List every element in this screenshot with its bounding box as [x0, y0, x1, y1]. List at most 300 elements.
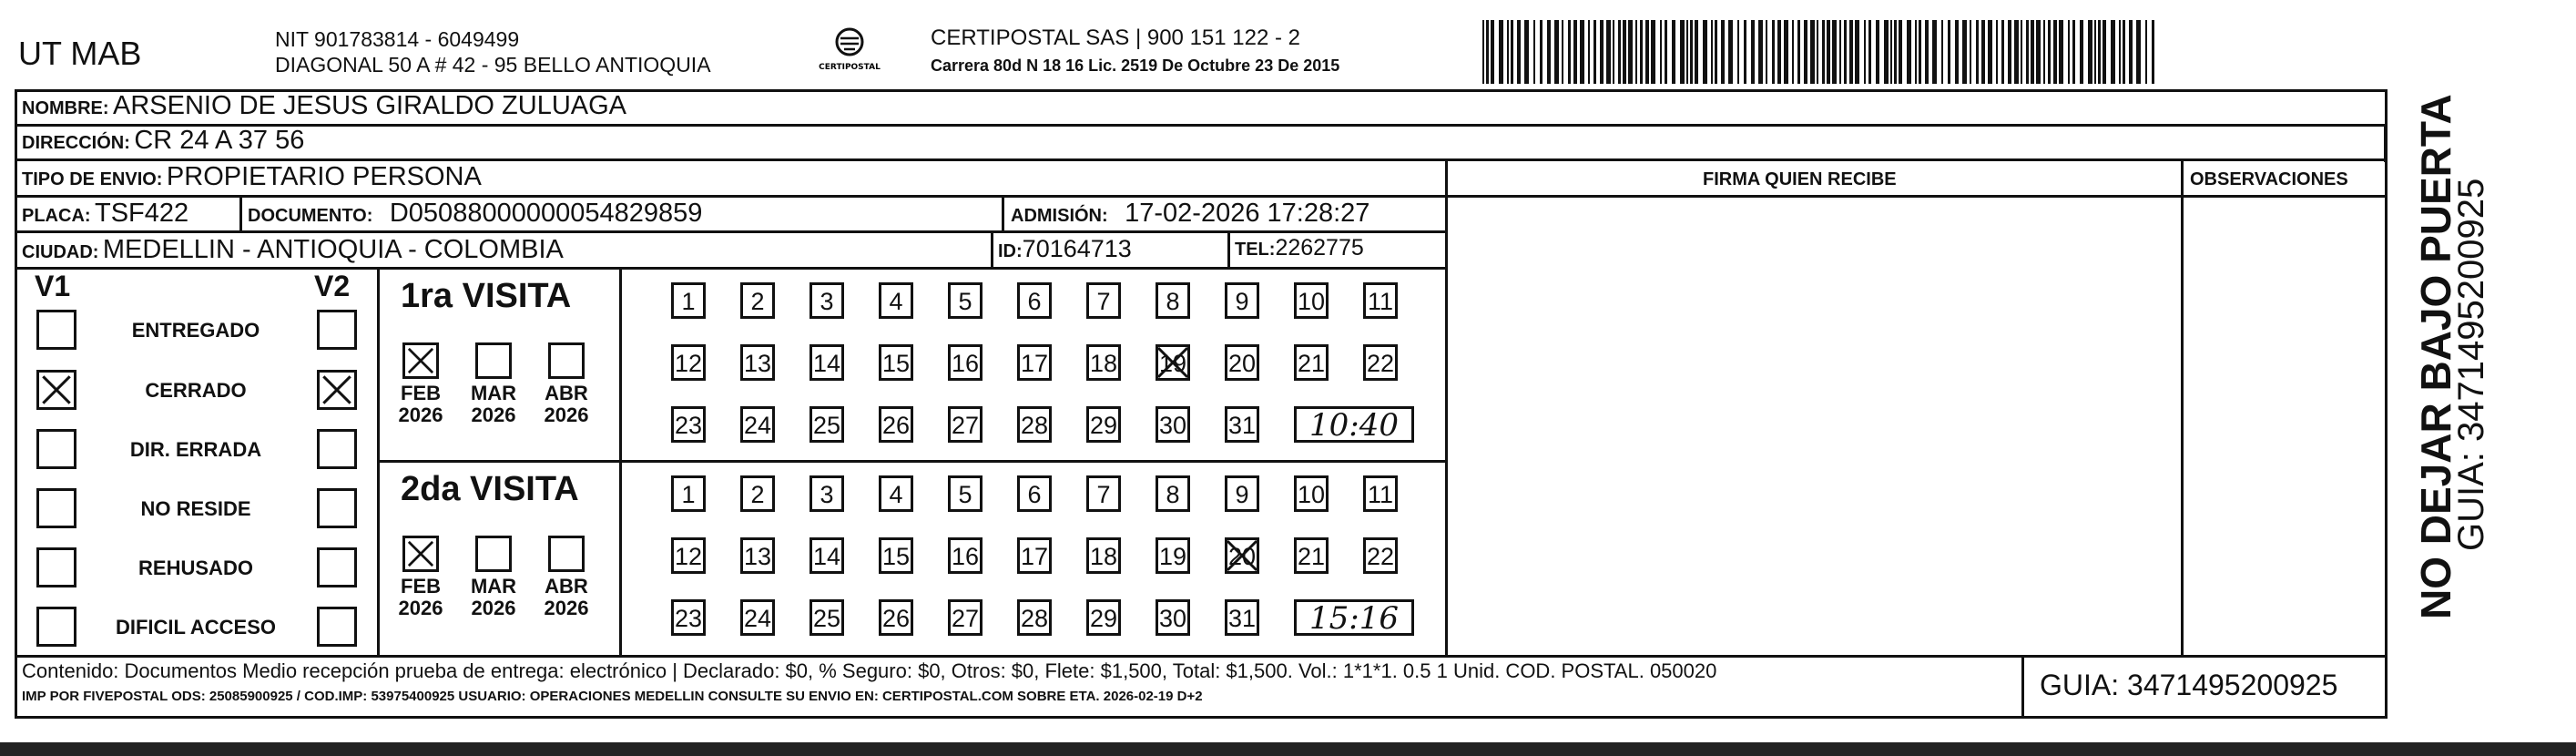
day-number: 8 [1166, 288, 1180, 315]
barcode-bar [2026, 20, 2029, 84]
barcode-bar [1711, 20, 1713, 84]
courier-logo [813, 26, 886, 77]
admision-label: ADMISIÓN: [1011, 206, 1108, 226]
day-box[interactable] [1225, 537, 1259, 574]
day-number: 12 [674, 350, 703, 377]
status-v2-checkbox[interactable] [317, 310, 357, 350]
status-v1-checkbox[interactable] [36, 429, 76, 469]
barcode-bar [1703, 20, 1707, 84]
day-box[interactable] [809, 344, 844, 381]
barcode [1482, 20, 2156, 84]
day-box[interactable] [809, 599, 844, 636]
placa-row [22, 199, 188, 229]
day-number: 16 [951, 350, 980, 377]
footer-guia: GUIA: 3471495200925 [2040, 669, 2338, 701]
day-number: 24 [743, 412, 772, 439]
day-box[interactable] [809, 475, 844, 512]
day-number: 24 [743, 605, 772, 632]
day-number: 21 [1297, 543, 1326, 570]
day-number: 26 [881, 412, 911, 439]
day-box[interactable] [1086, 406, 1121, 443]
day-number: 19 [1158, 350, 1187, 377]
barcode-bar [1948, 20, 1950, 84]
barcode-bar [1832, 20, 1837, 84]
status-v2-checkbox[interactable] [317, 607, 357, 647]
company-name: UT MAB [18, 35, 142, 72]
day-box[interactable] [1225, 344, 1259, 381]
day-cross-mark [1156, 344, 1190, 381]
placa-value: TSF422 [95, 199, 189, 228]
status-v1-checkbox[interactable] [36, 370, 76, 410]
observaciones-area[interactable] [2184, 198, 2386, 658]
day-number: 14 [812, 350, 841, 377]
barcode-bar [1988, 20, 1992, 84]
visit-title: 2da VISITA [401, 470, 579, 508]
barcode-bar [1588, 20, 1590, 84]
barcode-bar [1547, 20, 1551, 84]
day-box[interactable] [879, 537, 913, 574]
barcode-bar [1751, 20, 1755, 84]
day-box[interactable] [671, 282, 706, 319]
barcode-bar [1855, 20, 1859, 84]
day-number: 29 [1089, 412, 1118, 439]
direccion-value: CR 24 A 37 56 [134, 126, 305, 155]
barcode-bar [1600, 20, 1604, 84]
month-year: 2026 [398, 597, 443, 619]
barcode-bar [1507, 20, 1509, 84]
day-box[interactable] [879, 282, 913, 319]
barcode-bar [1876, 20, 1879, 84]
barcode-bar [1695, 20, 1698, 84]
documento-row [248, 199, 702, 229]
barcode-bar [1890, 20, 1892, 84]
day-box[interactable] [1156, 406, 1190, 443]
month-checkbox[interactable] [475, 342, 512, 379]
barcode-bar [1844, 20, 1847, 84]
day-box[interactable] [879, 475, 913, 512]
day-number: 27 [951, 605, 980, 632]
day-number: 21 [1297, 350, 1326, 377]
firma-area[interactable] [1448, 198, 2181, 658]
barcode-bar [2136, 20, 2141, 84]
day-number: 28 [1020, 605, 1049, 632]
day-box[interactable] [671, 406, 706, 443]
day-number: 29 [1089, 605, 1118, 632]
direccion-label: DIRECCIÓN: [22, 133, 130, 153]
day-box[interactable] [948, 344, 983, 381]
barcode-bar [1981, 20, 1985, 84]
day-number: 23 [674, 605, 703, 632]
barcode-bar [2080, 20, 2083, 84]
day-box[interactable] [740, 599, 775, 636]
barcode-bar [2021, 20, 2022, 84]
day-box[interactable] [948, 537, 983, 574]
day-box[interactable] [1156, 537, 1190, 574]
day-box[interactable] [1017, 599, 1052, 636]
barcode-bar [2014, 20, 2019, 84]
day-box[interactable] [1156, 599, 1190, 636]
barcode-bar [1849, 20, 1853, 84]
barcode-bar [1925, 20, 1929, 84]
day-box[interactable] [1017, 344, 1052, 381]
footer-contenido: Contenido: Documentos Medio recepción prueba de entrega: electrónico | Declarado: $0, % Seguro: $0, Otros: $0, Flete: $1,500, Total: $1,500. Vol.: 1*1*1. 0.5 1 Unid. COD. POSTAL. 050020 [22, 659, 1717, 682]
barcode-bar [2088, 20, 2092, 84]
day-box[interactable] [1363, 282, 1398, 319]
month-year: 2026 [471, 404, 516, 426]
barcode-bar [1941, 20, 1943, 84]
barcode-bar [1573, 20, 1577, 84]
barcode-bar [1580, 20, 1584, 84]
barcode-bar [1996, 20, 1998, 84]
visit-time[interactable]: 10:40 [1294, 406, 1414, 443]
day-box[interactable] [1086, 344, 1121, 381]
day-number: 22 [1366, 543, 1395, 570]
month-year: 2026 [544, 404, 589, 426]
month-label [466, 383, 521, 426]
day-box[interactable] [1156, 282, 1190, 319]
day-box[interactable] [1225, 282, 1259, 319]
status-option-label: NO RESIDE [140, 497, 251, 520]
day-box[interactable] [1017, 406, 1052, 443]
barcode-bar [1804, 20, 1807, 84]
placa-label: PLACA: [22, 206, 91, 226]
barcode-bar [2094, 20, 2096, 84]
barcode-bar [1606, 20, 1611, 84]
barcode-bar [1715, 20, 1717, 84]
day-number: 7 [1096, 481, 1111, 508]
day-number: 18 [1089, 543, 1118, 570]
day-number: 9 [1235, 288, 1249, 315]
day-box[interactable] [1363, 344, 1398, 381]
v2-label: V2 [314, 270, 351, 302]
barcode-bar [2119, 20, 2121, 84]
barcode-bar [1962, 20, 1967, 84]
barcode-bar [1758, 20, 1763, 84]
day-box[interactable] [1156, 344, 1190, 381]
day-box[interactable] [948, 599, 983, 636]
day-box[interactable] [740, 406, 775, 443]
month-name: FEB [401, 575, 441, 598]
id-value: 70164713 [1022, 235, 1132, 262]
day-box[interactable] [1225, 475, 1259, 512]
barcode-bar [1772, 20, 1775, 84]
day-number: 4 [889, 481, 903, 508]
day-number: 9 [1235, 481, 1249, 508]
month-checkbox[interactable] [402, 342, 439, 379]
day-box[interactable] [809, 282, 844, 319]
day-number: 25 [812, 605, 841, 632]
barcode-bar [2145, 20, 2147, 84]
barcode-bar [1635, 20, 1637, 84]
day-number: 17 [1020, 543, 1049, 570]
month-label [539, 383, 594, 426]
day-box[interactable] [1363, 537, 1398, 574]
barcode-bar [2123, 20, 2125, 84]
barcode-bar [1482, 20, 1484, 84]
barcode-bar [2111, 20, 2115, 84]
barcode-bar [2031, 20, 2034, 84]
footer-imp: IMP POR FIVEPOSTAL ODS: 25085900925 / COD.IMP: 53975400925 USUARIO: OPERACIONES MEDELLIN CONSULTE SU ENVIO EN: CERTIPOSTAL.COM SOBRE ETA. 2026-02-19 D+2 [22, 689, 1203, 704]
barcode-bar [1737, 20, 1739, 84]
barcode-bar [2036, 20, 2041, 84]
day-box[interactable] [879, 406, 913, 443]
barcode-bar [1817, 20, 1818, 84]
day-box[interactable] [879, 344, 913, 381]
barcode-bar [1976, 20, 1979, 84]
day-number: 23 [674, 412, 703, 439]
barcode-bar [1613, 20, 1614, 84]
status-option-label: CERRADO [145, 379, 247, 402]
day-box[interactable] [1294, 537, 1329, 574]
barcode-bar [1822, 20, 1825, 84]
barcode-bar [2098, 20, 2101, 84]
barcode-bar [1777, 20, 1781, 84]
tel-row [1235, 235, 1364, 261]
month-year: 2026 [398, 404, 443, 426]
day-box[interactable] [671, 475, 706, 512]
day-box[interactable] [740, 282, 775, 319]
month-year: 2026 [544, 597, 589, 619]
status-v2-checkbox[interactable] [317, 370, 357, 410]
ciudad-value: MEDELLIN - ANTIOQUIA - COLOMBIA [102, 235, 564, 264]
barcode-bar [1797, 20, 1800, 84]
status-option-label: DIR. ERRADA [129, 438, 262, 461]
side-warning: NO DEJAR BAJO PUERTA [2412, 94, 2459, 619]
barcode-bar [1665, 20, 1667, 84]
barcode-bar [1499, 20, 1503, 84]
tipo-value: PROPIETARIO PERSONA [166, 162, 482, 191]
barcode-bar [1899, 20, 1902, 84]
barcode-bar [2053, 20, 2057, 84]
barcode-bar [1907, 20, 1911, 84]
barcode-bar [2059, 20, 2063, 84]
day-number: 22 [1366, 350, 1395, 377]
ciudad-row [22, 235, 564, 265]
tipo-row [22, 162, 482, 192]
status-v2-checkbox[interactable] [317, 488, 357, 528]
barcode-bar [2008, 20, 2011, 84]
barcode-bar [2129, 20, 2133, 84]
barcode-bar [2152, 20, 2154, 84]
direccion-row [22, 126, 304, 156]
day-box[interactable] [1225, 406, 1259, 443]
barcode-bar [1728, 20, 1733, 84]
barcode-bar [1868, 20, 1871, 84]
day-box[interactable] [740, 344, 775, 381]
month-label [466, 576, 521, 619]
barcode-bar [1680, 20, 1685, 84]
visit-title: 1ra VISITA [401, 277, 572, 315]
barcode-bar [2068, 20, 2070, 84]
barcode-bar [1690, 20, 1693, 84]
day-number: 10 [1297, 288, 1326, 315]
day-box[interactable] [671, 537, 706, 574]
day-box[interactable] [948, 475, 983, 512]
barcode-bar [1640, 20, 1643, 84]
month-name: MAR [470, 382, 517, 404]
barcode-bar [1540, 20, 1543, 84]
day-box[interactable] [1294, 282, 1329, 319]
barcode-bar [1919, 20, 1921, 84]
status-v2-checkbox[interactable] [317, 547, 357, 587]
month-checkbox[interactable] [402, 536, 439, 572]
day-number: 5 [958, 288, 972, 315]
day-number: 4 [889, 288, 903, 315]
day-box[interactable] [671, 599, 706, 636]
day-number: 20 [1227, 350, 1257, 377]
status-v1-checkbox[interactable] [36, 547, 76, 587]
day-number: 28 [1020, 412, 1049, 439]
day-number: 3 [820, 481, 834, 508]
day-number: 31 [1227, 412, 1257, 439]
barcode-bar [1511, 20, 1513, 84]
day-number: 12 [674, 543, 703, 570]
barcode-bar [1686, 20, 1688, 84]
admision-row [1011, 199, 1369, 229]
barcode-bar [1618, 20, 1621, 84]
month-label [539, 576, 594, 619]
day-number: 14 [812, 543, 841, 570]
day-number: 15 [881, 543, 911, 570]
month-name: ABR [545, 382, 588, 404]
month-checkbox[interactable] [548, 342, 585, 379]
day-number: 30 [1158, 412, 1187, 439]
day-box[interactable] [1086, 599, 1121, 636]
day-box[interactable] [1086, 282, 1121, 319]
day-box[interactable] [809, 537, 844, 574]
barcode-bar [1486, 20, 1489, 84]
day-box[interactable] [740, 537, 775, 574]
barcode-bar [2001, 20, 2004, 84]
barcode-bar [1524, 20, 1529, 84]
day-box[interactable] [809, 406, 844, 443]
barcode-bar [2043, 20, 2045, 84]
nombre-row [22, 91, 626, 121]
day-number: 5 [958, 481, 972, 508]
day-box[interactable] [671, 344, 706, 381]
barcode-bar [2072, 20, 2075, 84]
day-box[interactable] [879, 599, 913, 636]
barcode-bar [1623, 20, 1626, 84]
barcode-bar [1660, 20, 1662, 84]
documento-value: D05088000000054829859 [389, 199, 703, 228]
day-box[interactable] [1086, 475, 1121, 512]
status-v1-checkbox[interactable] [36, 488, 76, 528]
day-number: 6 [1027, 481, 1042, 508]
barcode-bar [1884, 20, 1889, 84]
day-box[interactable] [1294, 475, 1329, 512]
day-number: 26 [881, 605, 911, 632]
barcode-bar [1955, 20, 1959, 84]
month-name: MAR [470, 575, 517, 598]
day-box[interactable] [1017, 282, 1052, 319]
day-box[interactable] [1225, 599, 1259, 636]
day-number: 16 [951, 543, 980, 570]
month-name: ABR [545, 575, 588, 598]
company-nit: NIT 901783814 - 6049499 [275, 27, 520, 51]
day-number: 13 [743, 543, 772, 570]
day-number: 11 [1367, 481, 1394, 508]
observaciones-label: OBSERVACIONES [2190, 169, 2348, 189]
day-number: 15 [881, 350, 911, 377]
company-address: DIAGONAL 50 A # 42 - 95 BELLO ANTIOQUIA [275, 53, 711, 77]
barcode-bar [1517, 20, 1521, 84]
barcode-bar [1645, 20, 1649, 84]
day-box[interactable] [1156, 475, 1190, 512]
barcode-bar [1766, 20, 1767, 84]
day-cross-mark [1225, 537, 1259, 574]
barcode-bar [1721, 20, 1725, 84]
day-box[interactable] [1363, 475, 1398, 512]
day-box[interactable] [1086, 537, 1121, 574]
day-box[interactable] [1294, 344, 1329, 381]
day-number: 11 [1367, 288, 1394, 315]
barcode-bar [1491, 20, 1494, 84]
month-checkbox[interactable] [548, 536, 585, 572]
day-number: 2 [750, 481, 765, 508]
barcode-bar [1744, 20, 1746, 84]
status-v1-checkbox[interactable] [36, 310, 76, 350]
day-box[interactable] [1017, 475, 1052, 512]
day-number: 2 [750, 288, 765, 315]
barcode-bar [1827, 20, 1830, 84]
day-box[interactable] [948, 406, 983, 443]
day-number: 20 [1227, 543, 1257, 570]
barcode-bar [1915, 20, 1917, 84]
tel-value: 2262775 [1275, 235, 1364, 261]
barcode-bar [1533, 20, 1535, 84]
tel-label: TEL: [1235, 240, 1276, 260]
day-number: 27 [951, 412, 980, 439]
barcode-bar [2048, 20, 2051, 84]
nombre-label: NOMBRE: [22, 98, 109, 118]
status-v1-checkbox[interactable] [36, 607, 76, 647]
status-v2-checkbox[interactable] [317, 429, 357, 469]
v1-label: V1 [35, 270, 71, 302]
month-name: FEB [401, 382, 441, 404]
logo-text: CERTIPOSTAL [819, 63, 881, 72]
barcode-bar [1810, 20, 1815, 84]
day-box[interactable] [740, 475, 775, 512]
id-row [998, 235, 1132, 263]
courier-name: CERTIPOSTAL SAS | 900 151 122 - 2 [931, 26, 1300, 50]
day-number: 31 [1227, 605, 1257, 632]
visit-time[interactable]: 15:16 [1294, 599, 1414, 636]
day-number: 3 [820, 288, 834, 315]
month-label [393, 383, 448, 426]
barcode-bar [1864, 20, 1866, 84]
barcode-bar [1554, 20, 1559, 84]
id-label: ID: [998, 241, 1023, 261]
ciudad-label: CIUDAD: [22, 242, 99, 262]
day-number: 19 [1158, 543, 1187, 570]
side-guia: GUIA: 3471495200925 [2451, 178, 2491, 551]
barcode-bar [1562, 20, 1563, 84]
month-checkbox[interactable] [475, 536, 512, 572]
barcode-bar [1839, 20, 1841, 84]
day-number: 25 [812, 412, 841, 439]
barcode-bar [1970, 20, 1971, 84]
day-box[interactable] [948, 282, 983, 319]
barcode-bar [1932, 20, 1937, 84]
status-option-label: ENTREGADO [131, 319, 260, 342]
day-number: 7 [1096, 288, 1111, 315]
day-number: 6 [1027, 288, 1042, 315]
day-number: 10 [1297, 481, 1326, 508]
admision-value: 17-02-2026 17:28:27 [1125, 199, 1370, 228]
day-number: 13 [743, 350, 772, 377]
day-box[interactable] [1017, 537, 1052, 574]
